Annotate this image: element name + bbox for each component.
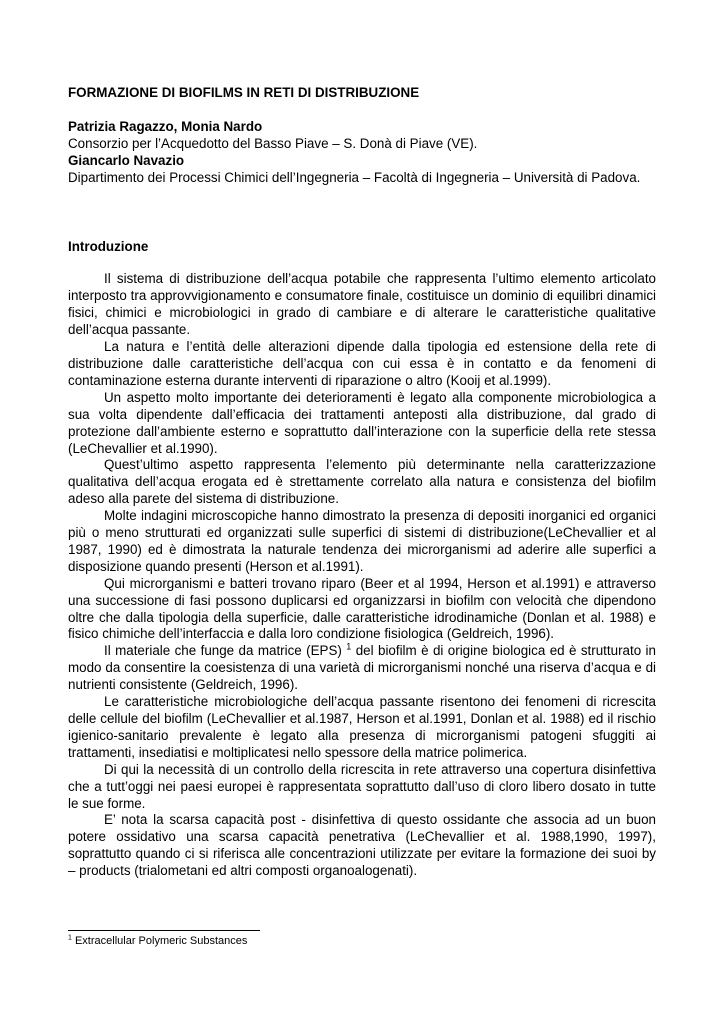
paragraph: La natura e l’entità delle alterazioni dipende dalla tipologia ed estensione della rete di distribuzione dalle caratteristiche dell’acqua con cui essa è in contatto e da fenomeni di contaminazione esterna durante interventi di riparazione o altro (Kooij et al.1999).: [68, 339, 656, 388]
section-heading: Introduzione: [68, 238, 149, 254]
footnote-ref[interactable]: 1: [346, 641, 352, 652]
author-names-1: Patrizia Ragazzo, Monia Nardo: [68, 118, 263, 134]
paragraph: Le caratteristiche microbiologiche dell’acqua passante risentono dei fenomeni di ricrescita delle cellule del biofilm (LeChevallier et al.1987, Herson et al.1991, Donlan et al. 1988) ed il rischio igienico-sanitario prevalente è legato alla presenza di microrganismi patogeni sfuggiti ai trattamenti, insediatisi e moltiplicatesi nello spessore della matrice polimerica.: [68, 694, 656, 760]
body-text: [68, 271, 656, 880]
paragraph-text: Il materiale che funge da matrice (EPS): [104, 643, 347, 659]
paragraph: E’ nota la scarsa capacità post - disinfettiva di questo ossidante che associa ad un buon potere ossidativo una scarsa capacità penetrativa (LeChevallier et al. 1988,1990, 1997), soprattutto quando ci si riferisca alle concentrazioni utilizzate per evitare la formazione dei suoi by – products (trialometani ed altri composti organoalogenati).: [68, 812, 656, 879]
footnote-area: [68, 930, 656, 948]
paragraph: Il sistema di distribuzione dell’acqua potabile che rappresenta l’ultimo elemento articolato interposto tra approvvigionamento e consumatore finale, costituisce un dominio di equilibri dinamici fisici, chimici e microbiologici in grado di cambiare e di alterare le caratteristiche qualitative dell’acqua passante.: [68, 271, 656, 338]
affiliation-1: Consorzio per l’Acquedotto del Basso Piave – S. Donà di Piave (VE).: [68, 135, 478, 151]
paragraph: Qui microrganismi e batteri trovano riparo (Beer et al 1994, Herson et al.1991) e attraverso una successione di fasi possono duplicarsi ed organizzarsi in biofilm con velocità che dipendono oltre che dalla tipologia della superficie, dalle caratteristiche idrodinamiche (Donlan et al. 1988) e fisico chimiche dell’interfaccia e dalla loro condizione fisiologica (Geldreich, 1996).: [68, 575, 656, 642]
paragraph: Di qui la necessità di un controllo della ricrescita in rete attraverso una copertura disinfettiva che a tutt’oggi nei paesi europei è rappresentata soprattutto dall’uso di cloro libero dosato in tutte le sue forme.: [68, 761, 656, 811]
author-names-2: Giancarlo Navazio: [68, 152, 185, 168]
footnote-marker: 1: [68, 934, 72, 942]
paragraph: Quest’ultimo aspetto rappresenta l’elemento più determinante nella caratterizzazione qualitativa dell’acqua erogata ed è strettamente correlato alla natura e consistenza del biofilm adeso alla parete del sistema di distribuzione.: [68, 457, 656, 507]
paragraph-with-footnote: [68, 643, 656, 694]
paragraph: Molte indagini microscopiche hanno dimostrato la presenza di depositi inorganici ed organici più o meno strutturati ed organizzati sulle superfici di sistemi di distribuzione(LeChevallier et al 1987, 1990) ed è dimostrata la naturale tendenza dei microrganismi ad aderire alle superfici a disposizione quando presenti (Herson et al.1991).: [68, 508, 656, 574]
affiliation-2: Dipartimento dei Processi Chimici dell’Ingegneria – Facoltà di Ingegneria – Università di Padova.: [68, 169, 641, 185]
footnote: [68, 935, 656, 948]
paragraph: Un aspetto molto importante dei deterioramenti è legato alla componente microbiologica a sua volta dipendente dall’efficacia dei trattamenti anteposti alla distribuzione, dal grado di protezione dall’ambiente esterno e soprattutto dall’interazione con la superficie della rete stessa (LeChevallier et al.1990).: [68, 389, 656, 456]
document-page: [68, 85, 656, 880]
author-block: [68, 119, 656, 187]
paper-title: FORMAZIONE DI BIOFILMS IN RETI DI DISTRIBUZIONE: [68, 85, 420, 100]
footnote-text: Extracellular Polymeric Substances: [71, 935, 248, 947]
footnote-separator: [68, 930, 260, 931]
paragraph-text: del biofilm è di origine biologica ed è strutturato in modo da consentire la coesistenza di una varietà di microrganismi nonché una riserva d’acqua e di nutrienti consistente (Geldreich, 1996).: [68, 643, 656, 693]
